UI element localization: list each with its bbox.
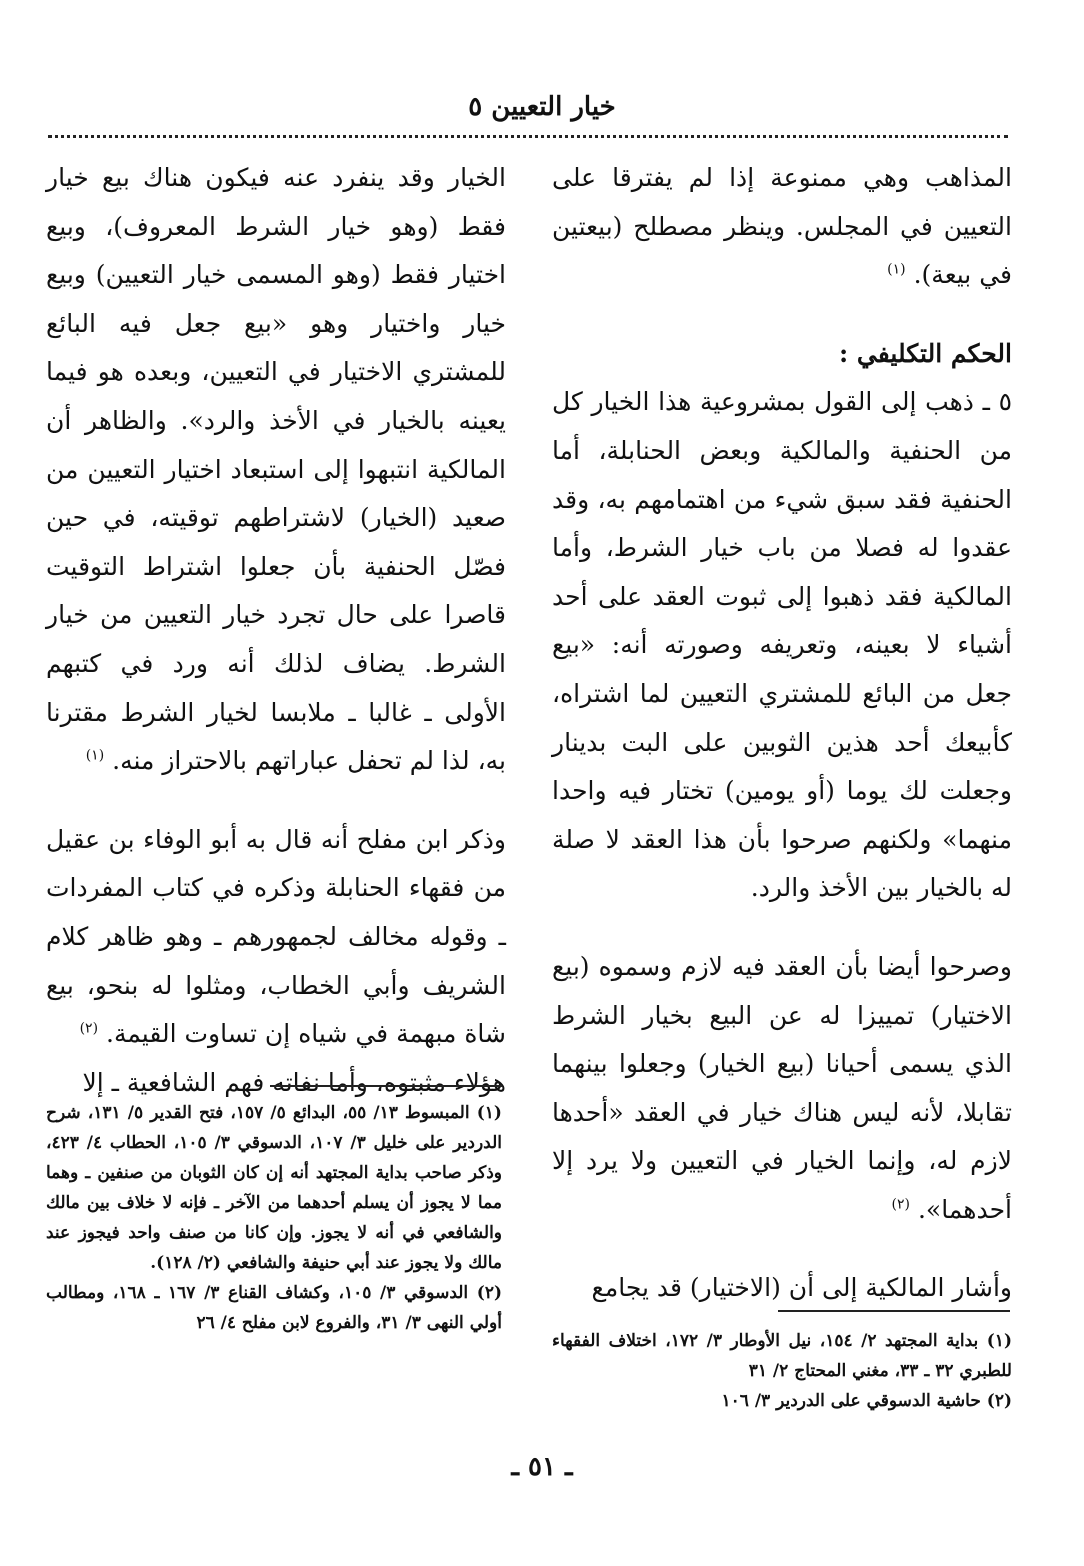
footnote-ref: (٢) <box>79 1020 99 1037</box>
left-text-column <box>46 154 506 1107</box>
footnote-ref: (١) <box>887 261 906 278</box>
footnote-ref: (١) <box>85 747 105 764</box>
footnote: (١) بداية المجتهد ٢/ ١٥٤، نيل الأوطار ٣/ ١٧٢، اختلاف الفقهاء للطبري ٣٢ ـ ٣٣، مغني المحتاج ٢/ ٣١ <box>552 1331 1012 1381</box>
section-heading: الحكم التكليفي : <box>839 338 1012 368</box>
footnote: (٢) حاشية الدسوقي على الدردير ٣/ ١٠٦ <box>721 1391 1012 1411</box>
footnote: (١) المبسوط ١٣/ ٥٥، البدائع ٥/ ١٥٧، فتح القدير ٥/ ١٣١، شرح الدردير على خليل ٣/ ١٠٧، الدسوقي ٣/ ١٠٥، الحطاب ٤/ ٤٢٣، وذكر صاحب بداية المجتهد أنه إن كان الثوبان من صنفين ـ وهما مما لا يجوز أن يسلم أحدهما من الآخر ـ فإنه لا خلاف بين مالك والشافعي في أنه لا يجوز. وإن كانا من صنف واحد فيجوز عند مالك ولا يجوز عند أبي حنيفة والشافعي (٢/ ١٢٨). <box>46 1103 502 1273</box>
paragraph: هؤلاء مثبتوه، وأما نفاته فهم الشافعية ـ إلا <box>82 1067 506 1097</box>
right-text-column <box>552 154 1012 1313</box>
footnote-divider <box>778 1310 1010 1312</box>
paragraph: وأشار المالكية إلى أن (الاختيار) قد يجامع <box>591 1273 1012 1303</box>
paragraph: الخيار وقد ينفرد عنه فيكون هناك بيع خيار فقط (وهو خيار الشرط المعروف)، وبيع اختيار فقط (وهو المسمى خيار التعيين) وبيع خيار واختيار وهو «بيع جعل فيه البائع للمشتري الاختيار في التعيين، وبعده هو فيما يعينه بالخيار في الأخذ والرد». والظاهر أن المالكية انتبهوا إلى استبعاد اختيار التعيين من صعيد (الخيار) لاشتراطهم توقيته، في حين فصّل الحنفية بأن جعلوا اشتراط التوقيت قاصرا على حال تجرد خيار التعيين من خيار الشرط. يضاف لذلك أنه ورد في كتبهم الأولى ـ غالبا ـ ملابسا لخيار الشرط مقترنا به، لذا لم تحفل عباراتهم بالاحتراز منه. $^{(١)}$ <box>46 163 506 776</box>
footnote-ref: (٢) <box>891 1196 911 1213</box>
paragraph: ٥ ـ ذهب إلى القول بمشروعية هذا الخيار كل من الحنفية والمالكية وبعض الحنابلة، أما الحنفية فقد سبق شيء من اهتمامهم به، وقد عقدوا له فصلا من باب خيار الشرط، وأما المالكية فقد ذهبوا إلى ثبوت العقد على أحد أشياء لا بعينه، وتعريفه وصورته أنه: «بيع جعل من البائع للمشتري التعيين لما اشتراه، كأبيعك أحد هذين الثوبين على البت بدينار وجعلت لك يوما (أو يومين) تختار فيه واحدا منهما» ولكنهم صرحوا بأن هذا العقد لا صلة له بالخيار بين الأخذ والرد. <box>552 387 1012 903</box>
footnote: (٢) الدسوقي ٣/ ١٠٥، وكشاف القناع ٣/ ١٦٧ ـ ١٦٨، ومطالب أولي النهى ٣/ ٣١، والفروع لابن مفلح ٤/ ٢٦ <box>46 1283 502 1333</box>
paragraph: وصرحوا أيضا بأن العقد فيه لازم وسموه (بيع الاختيار) تمييزا له عن البيع بخيار الشرط الذي يسمى أحيانا (بيع الخيار) وجعلوا بينهما تقابلا، لأنه ليس هناك خيار في العقد «أحدها لازم له، وإنما الخيار في التعيين ولا يرد إلا أحدهما». $^{(٢)}$ <box>552 951 1012 1224</box>
page-number: ـ ٥١ ـ <box>511 1452 573 1482</box>
footnote-divider <box>270 1085 502 1087</box>
paragraph: المذاهب وهي ممنوعة إذا لم يفترقا على التعيين في المجلس. وينظر مصطلح (بيعتين في بيعة). $^{(١)}$ <box>552 163 1012 290</box>
footnotes-right <box>552 1326 1012 1416</box>
page-title: خيار التعيين ٥ <box>468 92 616 122</box>
footnotes-left <box>46 1098 502 1338</box>
paragraph: وذكر ابن مفلح أنه قال به أبو الوفاء بن عقيل من فقهاء الحنابلة وذكره في كتاب المفردات ـ وقوله مخالف لجمهورهم ـ وهو ظاهر كلام الشريف وأبي الخطاب، ومثلوا له بنحو، بيع شاة مبهمة في شياه إن تساوت القيمة. $^{(٢)}$ <box>46 824 506 1049</box>
header-dotted-rule <box>48 135 1008 138</box>
